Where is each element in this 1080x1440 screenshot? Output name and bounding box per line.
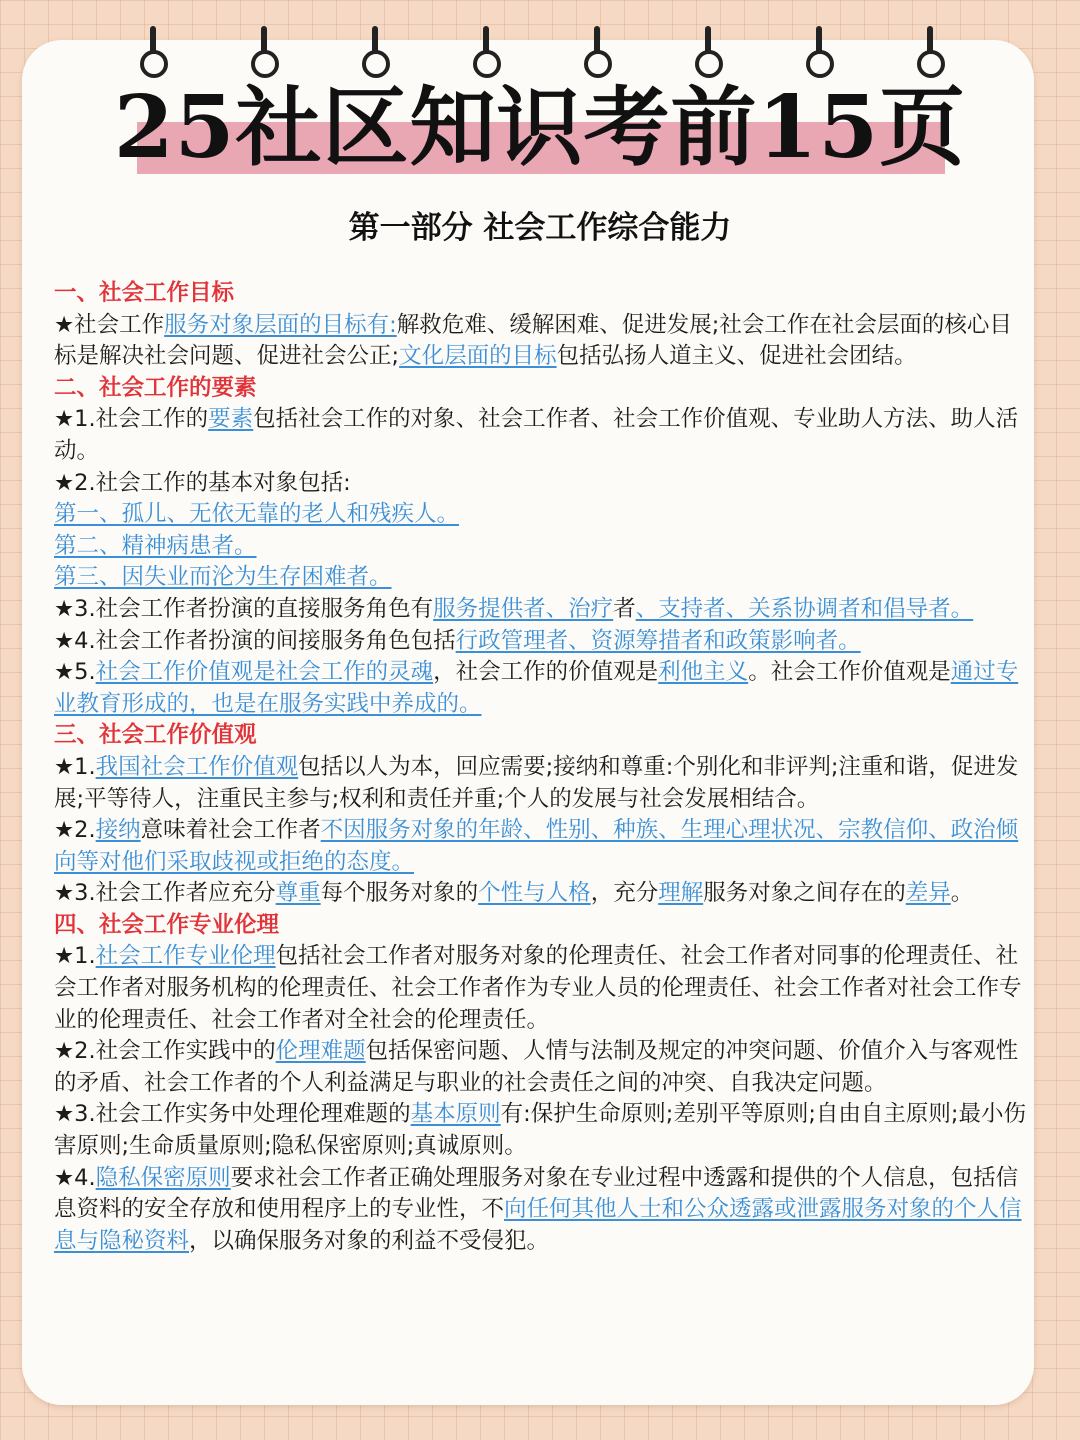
text-run: ★3.社会工作者扮演的直接服务角色有 — [54, 595, 434, 622]
highlighted-phrase: 文化层面的目标 — [399, 343, 557, 370]
page-title: 25社区知识考前15页 — [113, 77, 967, 178]
ring-icon — [361, 26, 389, 82]
highlighted-phrase: 行政管理者、资源筹措者和政策影响者。 — [455, 627, 861, 654]
text-run: 包括以人为本，回应需要;接纳和尊重:个别化和非评判;注重和谐，促进发展;平等待人，注重民主参与;权利和责任并重;个人的发展与社会发展相结合。 — [54, 753, 1019, 812]
text-run: ★2.社会工作的基本对象包括: — [54, 469, 351, 496]
section-subtitle: 第一部分 社会工作综合能力 — [348, 210, 732, 246]
section-heading: 三、社会工作价值观 — [54, 722, 257, 749]
ring-icon — [472, 26, 500, 82]
note-item — [54, 562, 1029, 594]
highlighted-phrase: 接纳 — [95, 817, 141, 844]
text-run: 每个服务对象的 — [320, 880, 479, 907]
text-run: 解救危难、缓解困难、促进发展;社会工作在社会层面的核心目标是解决社会问题、促进社会公正; — [54, 311, 1012, 370]
note-item — [54, 404, 1029, 467]
text-run: 要求社会工作者正确处理服务对象在专业过程中透露和提供的个人信息，包括信息资料的安全存放和使用程序上的专业性，不 — [54, 1164, 1019, 1223]
text-run: 意味着社会工作者 — [140, 817, 321, 844]
highlighted-phrase: 向任何其他人士和公众透露或泄露服务对象的个人信息与隐秘资料 — [54, 1196, 1022, 1254]
text-run: ★3.社会工作者应充分 — [54, 880, 276, 907]
highlighted-phrase: 个性与人格 — [478, 880, 591, 907]
highlighted-phrase: 第二、精神病患者。 — [54, 532, 257, 559]
note-item — [54, 626, 1029, 658]
ring-icon — [250, 26, 278, 82]
text-run: ★1.社会工作的 — [54, 406, 209, 433]
note-item — [54, 657, 1029, 720]
text-run: ★3.社会工作实务中处理伦理难题的 — [54, 1101, 411, 1128]
section-heading: 一、社会工作目标 — [54, 280, 235, 306]
ring-icon — [805, 26, 833, 82]
highlighted-phrase: 第三、因失业而沦为生存困难者。 — [54, 564, 392, 591]
highlighted-phrase: 、支持者、关系协调者和倡导者。 — [635, 595, 974, 622]
note-item — [54, 468, 1029, 500]
note-item — [54, 941, 1029, 1036]
text-run: 包括保密问题、人情与法制及规定的冲突问题、价值介入与客观性的矛盾、社会工作者的个人利益满足与职业的社会责任之间的冲突、自我决定问题。 — [54, 1038, 1019, 1096]
section-heading: 四、社会工作专业伦理 — [54, 911, 280, 938]
text-run: ，充分 — [590, 880, 659, 907]
highlighted-phrase: 要素 — [208, 406, 254, 433]
highlighted-phrase: 第一、孤儿、无依无靠的老人和残疾人。 — [54, 501, 460, 528]
highlighted-phrase: 我国社会工作价值观 — [95, 753, 299, 780]
highlighted-phrase: 社会工作价值观是社会工作的灵魂 — [95, 659, 434, 686]
highlighted-phrase: 尊重 — [275, 880, 321, 907]
highlighted-phrase: 利他主义 — [658, 659, 749, 686]
note-item — [54, 752, 1029, 815]
ring-icon — [583, 26, 611, 82]
text-run: 服务对象之间存在的 — [703, 880, 906, 907]
highlighted-phrase: 理解 — [658, 880, 704, 907]
highlighted-phrase: 基本原则 — [410, 1101, 501, 1128]
text-run: 包括社会工作者对服务对象的伦理责任、社会工作者对同事的伦理责任、社会工作者对服务机构的伦理责任、社会工作者作为专业人员的伦理责任、社会工作者对社会工作专业的伦理责任、社会工作者对全社会的伦理责任。 — [54, 943, 1022, 1033]
highlighted-phrase: 不因服务对象的年龄、性别、种族、生理心理状况、宗教信仰、政治倾向等对他们采取歧视或拒绝的态度。 — [54, 817, 1019, 875]
text-run: ★5. — [54, 659, 96, 686]
note-item — [54, 531, 1029, 563]
ring-icon — [694, 26, 722, 82]
text-run: ★1. — [54, 753, 96, 780]
section-heading: 二、社会工作的要素 — [54, 374, 257, 401]
note-item — [54, 594, 1029, 626]
highlighted-phrase: 通过专业教育形成的，也是在服务实践中养成的。 — [54, 659, 1019, 717]
note-item — [54, 815, 1029, 878]
text-run: ，以确保服务对象的利益不受侵犯。 — [189, 1227, 550, 1254]
highlighted-phrase: 差异 — [905, 880, 951, 907]
text-run: ★社会工作 — [54, 311, 165, 338]
notes-content — [54, 278, 1029, 1257]
text-run: 有:保护生命原则;差别平等原则;自由自主原则;最小伤害原则;生命质量原则;隐私保密原则;真诚原则。 — [54, 1101, 1026, 1160]
note-item — [54, 878, 1029, 910]
text-run: ★4.社会工作者扮演的间接服务角色包括 — [54, 627, 456, 654]
note-item — [54, 1099, 1029, 1162]
text-run: ★2. — [54, 817, 96, 844]
text-run: ，社会工作的价值观是 — [433, 659, 659, 686]
highlighted-phrase: 服务对象层面的目标有: — [164, 311, 397, 338]
note-item — [54, 499, 1029, 531]
text-run: ★4. — [54, 1164, 96, 1191]
ring-icon — [916, 26, 944, 82]
note-item — [54, 1163, 1029, 1258]
text-run: 包括弘扬人道主义、促进社会团结。 — [556, 343, 917, 370]
note-item — [54, 1036, 1029, 1099]
text-run: 。 — [950, 880, 974, 907]
text-run: 。社会工作价值观是 — [748, 659, 951, 686]
text-run: ★1. — [54, 943, 96, 970]
text-run: 包括社会工作的对象、社会工作者、社会工作价值观、专业助人方法、助人活动。 — [54, 406, 1019, 464]
highlighted-phrase: 服务提供者、治疗 — [433, 595, 614, 622]
text-run: ★2.社会工作实践中的 — [54, 1038, 276, 1065]
highlighted-phrase: 隐私保密原则 — [95, 1164, 231, 1191]
note-item — [54, 310, 1029, 373]
ring-icon — [139, 26, 167, 82]
highlighted-phrase: 伦理难题 — [275, 1038, 366, 1065]
text-run: 者 — [613, 595, 636, 622]
highlighted-phrase: 社会工作专业伦理 — [95, 943, 276, 970]
